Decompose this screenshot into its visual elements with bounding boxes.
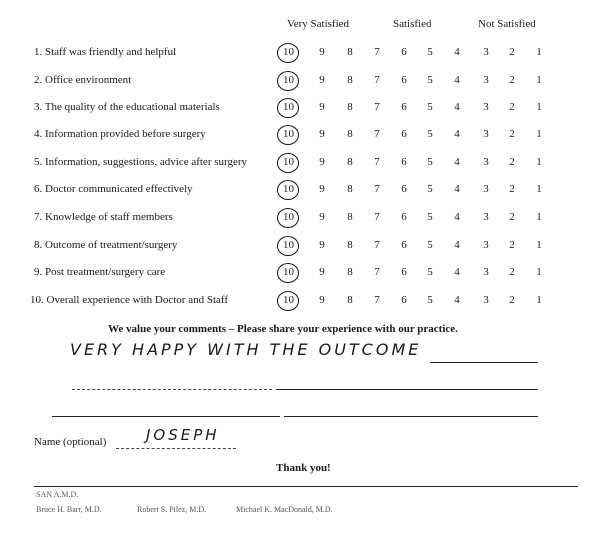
rating-option-3[interactable]: 3: [483, 211, 489, 223]
rating-option-4[interactable]: 4: [454, 211, 460, 223]
rating-option-8[interactable]: 8: [347, 156, 353, 168]
handwritten-name: JOSEPH: [146, 426, 220, 444]
selected-rating-circle: [277, 180, 299, 200]
rating-option-1[interactable]: 1: [536, 128, 542, 140]
thank-you: Thank you!: [276, 462, 331, 474]
selected-rating-circle: [277, 208, 299, 228]
rating-option-4[interactable]: 4: [454, 266, 460, 278]
rating-option-7[interactable]: 7: [374, 183, 380, 195]
rating-option-4[interactable]: 4: [454, 74, 460, 86]
comment-line-2b: [276, 389, 538, 390]
question-label: 8. Outcome of treatment/surgery: [34, 239, 178, 251]
rating-option-5[interactable]: 5: [427, 156, 433, 168]
rating-option-6[interactable]: 6: [401, 74, 407, 86]
selected-rating-circle: [277, 98, 299, 118]
rating-option-8[interactable]: 8: [347, 211, 353, 223]
rating-option-2[interactable]: 2: [509, 266, 515, 278]
rating-option-5[interactable]: 5: [427, 211, 433, 223]
rating-option-2[interactable]: 2: [509, 239, 515, 251]
comment-line-3b: [284, 416, 538, 417]
rating-option-3[interactable]: 3: [483, 128, 489, 140]
question-label: 1. Staff was friendly and helpful: [34, 46, 177, 58]
rating-option-2[interactable]: 2: [509, 101, 515, 113]
rating-option-3[interactable]: 3: [483, 239, 489, 251]
rating-option-2[interactable]: 2: [509, 183, 515, 195]
rating-option-9[interactable]: 9: [319, 183, 325, 195]
rating-option-3[interactable]: 3: [483, 101, 489, 113]
rating-option-9[interactable]: 9: [319, 128, 325, 140]
rating-option-1[interactable]: 1: [536, 266, 542, 278]
selected-rating-circle: [277, 125, 299, 145]
rating-option-9[interactable]: 9: [319, 266, 325, 278]
question-label: 4. Information provided before surgery: [34, 128, 206, 140]
comments-prompt: We value your comments – Please share your experience with our practice.: [108, 323, 458, 335]
rating-option-7[interactable]: 7: [374, 156, 380, 168]
rating-option-10[interactable]: 10: [283, 239, 294, 251]
rating-option-7[interactable]: 7: [374, 74, 380, 86]
comment-line-3: [52, 416, 280, 417]
rating-option-6[interactable]: 6: [401, 46, 407, 58]
rating-option-1[interactable]: 1: [536, 239, 542, 251]
rating-option-6[interactable]: 6: [401, 183, 407, 195]
rating-option-3[interactable]: 3: [483, 266, 489, 278]
handwritten-comment: VERY HAPPY WITH THE OUTCOME: [70, 340, 422, 359]
question-label: 2. Office environment: [34, 74, 132, 86]
rating-option-9[interactable]: 9: [319, 74, 325, 86]
selected-rating-circle: [277, 43, 299, 63]
rating-option-8[interactable]: 8: [347, 239, 353, 251]
header-not-satisfied: Not Satisfied: [478, 18, 536, 30]
rating-option-5[interactable]: 5: [427, 46, 433, 58]
rating-option-7[interactable]: 7: [374, 294, 380, 306]
selected-rating-circle: [277, 236, 299, 256]
footer-doctor-1: Bruce H. Barr, M.D.: [36, 505, 102, 514]
rating-option-6[interactable]: 6: [401, 128, 407, 140]
rating-option-1[interactable]: 1: [536, 74, 542, 86]
rating-option-4[interactable]: 4: [454, 128, 460, 140]
rating-option-9[interactable]: 9: [319, 239, 325, 251]
rating-option-8[interactable]: 8: [347, 294, 353, 306]
rating-option-7[interactable]: 7: [374, 128, 380, 140]
rating-option-6[interactable]: 6: [401, 239, 407, 251]
rating-option-7[interactable]: 7: [374, 266, 380, 278]
rating-option-5[interactable]: 5: [427, 266, 433, 278]
comment-line-1: [430, 362, 538, 363]
rating-option-8[interactable]: 8: [347, 183, 353, 195]
question-label: 9. Post treatment/surgery care: [34, 266, 166, 278]
selected-rating-circle: [277, 263, 299, 283]
rating-option-1[interactable]: 1: [536, 183, 542, 195]
rating-option-3[interactable]: 3: [483, 183, 489, 195]
rating-option-10[interactable]: 10: [283, 74, 294, 86]
rating-option-9[interactable]: 9: [319, 101, 325, 113]
rating-option-3[interactable]: 3: [483, 294, 489, 306]
rating-option-10[interactable]: 10: [283, 266, 294, 278]
question-label: 6. Doctor communicated effectively: [34, 183, 193, 195]
rating-option-3[interactable]: 3: [483, 46, 489, 58]
rating-option-7[interactable]: 7: [374, 239, 380, 251]
rating-option-8[interactable]: 8: [347, 101, 353, 113]
comment-line-2: [72, 389, 272, 390]
rating-option-5[interactable]: 5: [427, 294, 433, 306]
rating-option-2[interactable]: 2: [509, 74, 515, 86]
rating-option-3[interactable]: 3: [483, 74, 489, 86]
rating-option-9[interactable]: 9: [319, 294, 325, 306]
rating-option-2[interactable]: 2: [509, 294, 515, 306]
rating-option-5[interactable]: 5: [427, 128, 433, 140]
rating-option-1[interactable]: 1: [536, 294, 542, 306]
footer-doctor-3: Michael K. MacDonald, M.D.: [236, 505, 333, 514]
rating-option-4[interactable]: 4: [454, 101, 460, 113]
rating-option-2[interactable]: 2: [509, 156, 515, 168]
rating-option-1[interactable]: 1: [536, 211, 542, 223]
rating-option-10[interactable]: 10: [283, 156, 294, 168]
rating-option-4[interactable]: 4: [454, 183, 460, 195]
rating-option-2[interactable]: 2: [509, 128, 515, 140]
rating-option-6[interactable]: 6: [401, 156, 407, 168]
rating-option-4[interactable]: 4: [454, 156, 460, 168]
rating-option-2[interactable]: 2: [509, 211, 515, 223]
question-label: 7. Knowledge of staff members: [34, 211, 173, 223]
rating-option-6[interactable]: 6: [401, 266, 407, 278]
rating-option-6[interactable]: 6: [401, 211, 407, 223]
rating-option-5[interactable]: 5: [427, 239, 433, 251]
rating-option-8[interactable]: 8: [347, 128, 353, 140]
rating-option-1[interactable]: 1: [536, 156, 542, 168]
rating-option-2[interactable]: 2: [509, 46, 515, 58]
rating-option-6[interactable]: 6: [401, 101, 407, 113]
question-label: 3. The quality of the educational materials: [34, 101, 220, 113]
rating-option-4[interactable]: 4: [454, 294, 460, 306]
rating-option-10[interactable]: 10: [283, 101, 294, 113]
selected-rating-circle: [277, 153, 299, 173]
rating-option-10[interactable]: 10: [283, 211, 294, 223]
selected-rating-circle: [277, 71, 299, 91]
rating-option-1[interactable]: 1: [536, 101, 542, 113]
header-satisfied: Satisfied: [393, 18, 432, 30]
rating-option-9[interactable]: 9: [319, 156, 325, 168]
rating-option-1[interactable]: 1: [536, 46, 542, 58]
rating-option-7[interactable]: 7: [374, 46, 380, 58]
rating-option-10[interactable]: 10: [283, 294, 294, 306]
footer-rule: [34, 486, 578, 487]
rating-option-5[interactable]: 5: [427, 101, 433, 113]
selected-rating-circle: [277, 291, 299, 311]
question-label: 10. Overall experience with Doctor and Staff: [30, 294, 229, 306]
name-label: Name (optional): [34, 436, 107, 448]
rating-option-5[interactable]: 5: [427, 74, 433, 86]
question-label: 5. Information, suggestions, advice after surgery: [34, 156, 248, 168]
rating-option-8[interactable]: 8: [347, 266, 353, 278]
rating-option-8[interactable]: 8: [347, 74, 353, 86]
rating-option-10[interactable]: 10: [283, 128, 294, 140]
rating-option-7[interactable]: 7: [374, 211, 380, 223]
footer-practice: SAN A.M.D.: [36, 490, 79, 499]
rating-option-10[interactable]: 10: [283, 46, 294, 58]
rating-option-6[interactable]: 6: [401, 294, 407, 306]
footer-doctor-2: Robert S. Pilez, M.D.: [137, 505, 207, 514]
rating-option-9[interactable]: 9: [319, 46, 325, 58]
rating-option-9[interactable]: 9: [319, 211, 325, 223]
name-line: [116, 448, 236, 449]
rating-option-4[interactable]: 4: [454, 239, 460, 251]
rating-option-7[interactable]: 7: [374, 101, 380, 113]
header-very-satisfied: Very Satisfied: [287, 18, 350, 30]
rating-option-5[interactable]: 5: [427, 183, 433, 195]
rating-option-4[interactable]: 4: [454, 46, 460, 58]
rating-option-10[interactable]: 10: [283, 183, 294, 195]
rating-option-8[interactable]: 8: [347, 46, 353, 58]
rating-option-3[interactable]: 3: [483, 156, 489, 168]
